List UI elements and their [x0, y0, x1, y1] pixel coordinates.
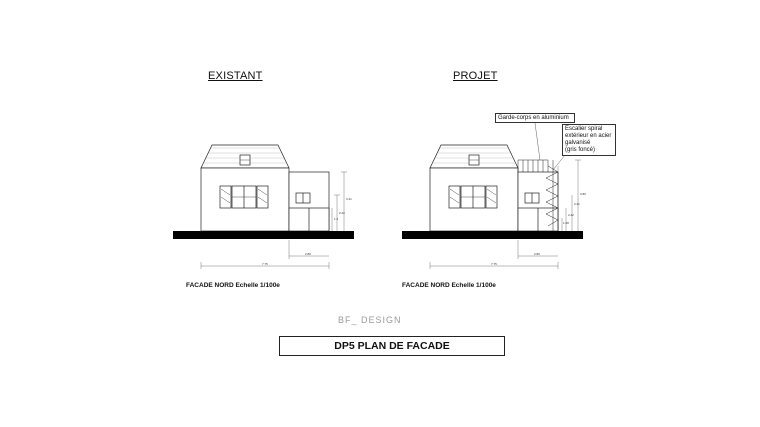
dim-height-main-existing: 3.41	[346, 197, 352, 201]
dim-height-annex-project: 2.22	[568, 213, 574, 217]
brand-watermark: BF_ DESIGN	[338, 315, 402, 325]
dim-annex-project: 2.89	[534, 252, 540, 256]
annotation-railing	[495, 113, 575, 123]
heading-project: PROJET	[453, 70, 498, 82]
annotation-railing-text: Garde-corps en aluminium	[498, 115, 569, 121]
dim-height-annex-existing: 2.22	[339, 211, 345, 215]
annotation-stair-line-3: galvanisé	[565, 140, 591, 146]
leader-stair	[553, 155, 565, 170]
dim-total-existing: 7.75	[262, 262, 268, 266]
ground-line-existing	[173, 231, 354, 239]
page-title: DP5 PLAN DE FACADE	[334, 340, 450, 352]
ground-line-project	[402, 231, 583, 239]
annotation-stair	[562, 124, 616, 156]
dim-height-low-existing: 1.2	[334, 217, 339, 221]
dim-height-stair-project: 3.80	[580, 192, 586, 196]
drawing-project	[430, 145, 558, 231]
leader-railing	[535, 123, 540, 160]
annotation-stair-line-4: (gris foncé)	[565, 147, 596, 153]
dim-height-stair-mid-project: 2.41	[574, 202, 580, 206]
title-box	[279, 336, 505, 356]
heading-existing: EXISTANT	[208, 70, 263, 82]
drawing-existing	[201, 145, 329, 231]
annotation-stair-line-2: extérieur en acier	[565, 133, 612, 139]
dim-total-project: 7.75	[491, 262, 497, 266]
caption-project: FACADE NORD Echelle 1/100e	[402, 282, 496, 289]
annotation-stair-line-1: Escalier spiral	[565, 126, 603, 132]
caption-existing: FACADE NORD Echelle 1/100e	[186, 282, 280, 289]
railing-project	[518, 160, 548, 172]
dim-height-stair-low-project: 1.28	[563, 221, 569, 225]
dim-annex-existing: 2.89	[305, 252, 311, 256]
